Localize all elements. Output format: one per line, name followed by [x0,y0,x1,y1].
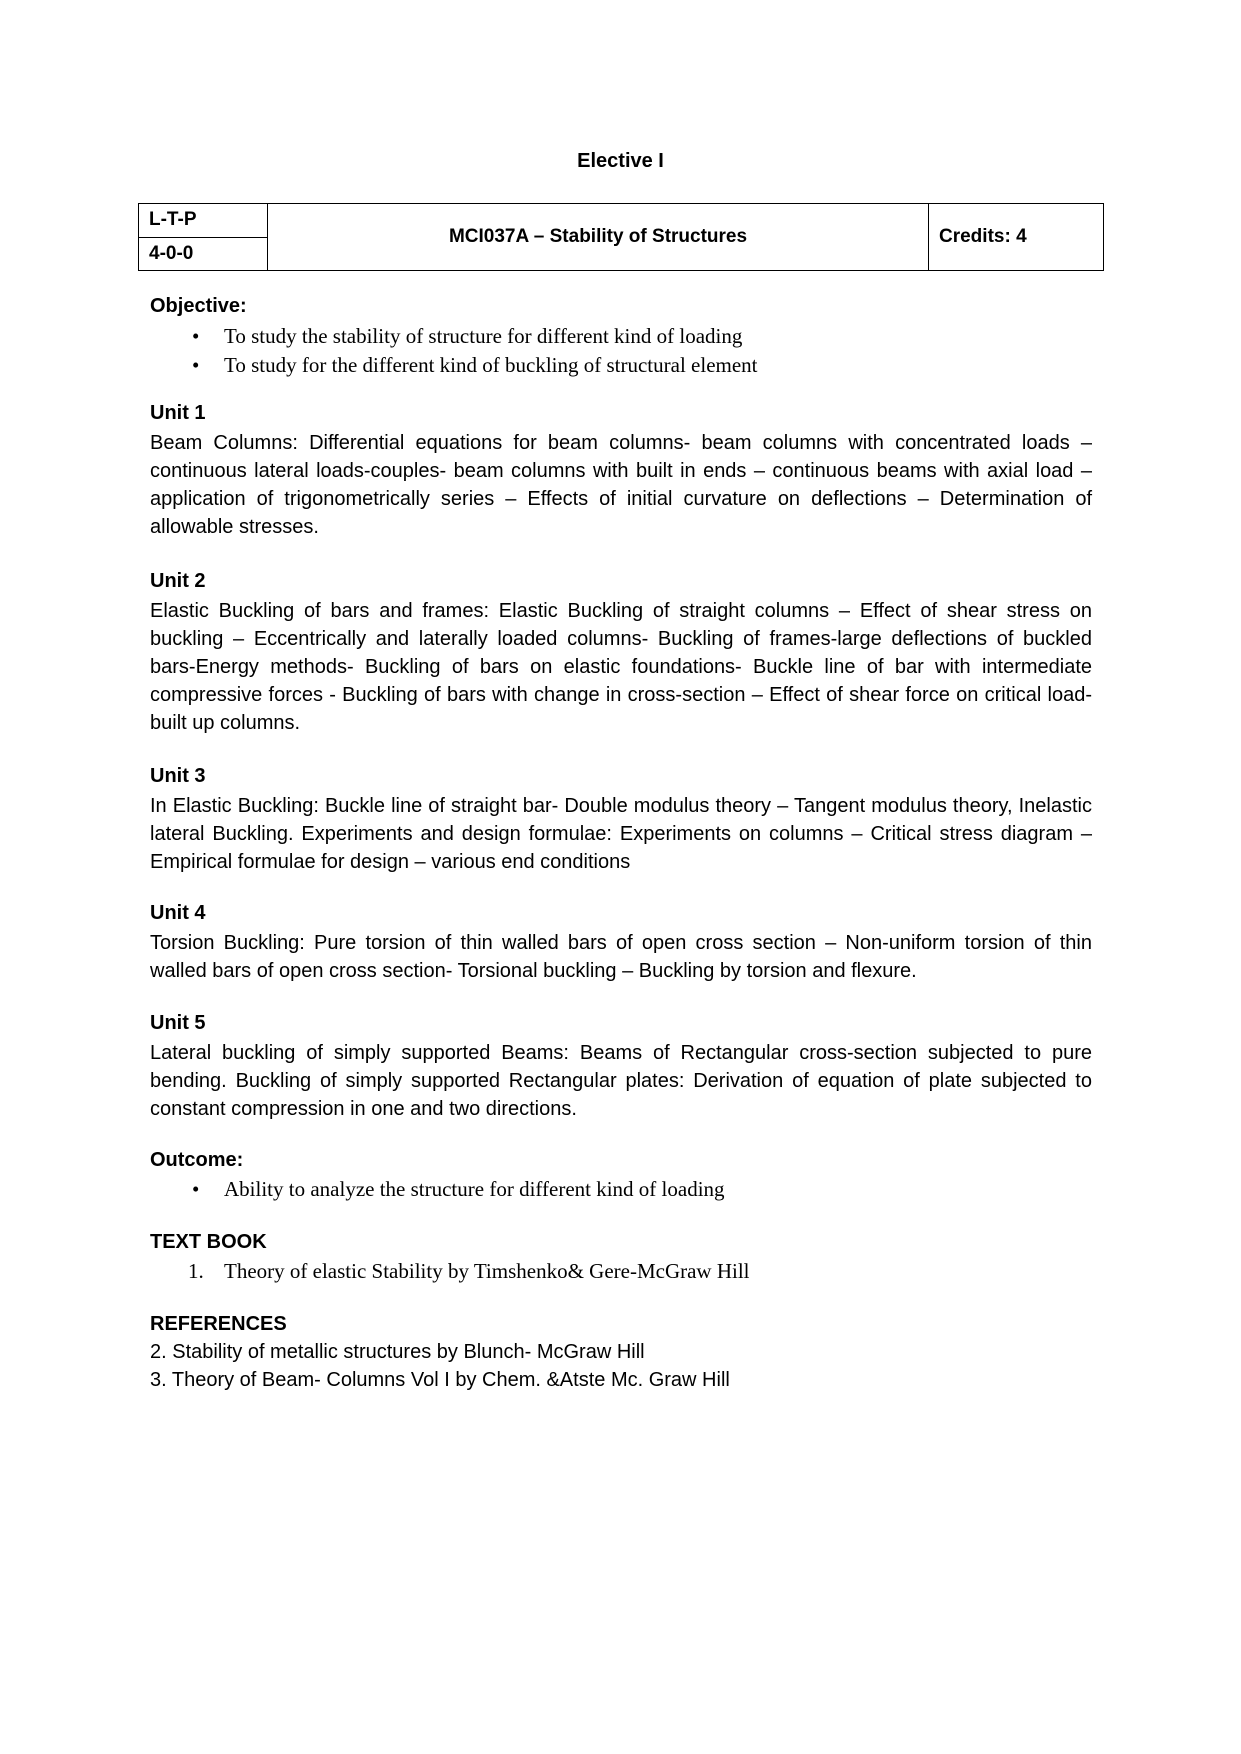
bullet-icon: • [192,353,200,377]
text-book-list [186,1257,750,1286]
unit-3-text: In Elastic Buckling: Buckle line of straight bar- Double modulus theory – Tangent modulus theory, Inelastic lateral Buckling. Experiments and design formulae: Experiments on columns – Critical stress diagram – Empirical formulae for design – various end conditions [150,795,1092,873]
unit-3-heading: Unit 3 [150,765,206,787]
objective-item [186,322,758,351]
outcome-list [186,1175,725,1204]
unit-1-text: Beam Columns: Differential equations for beam columns- beam columns with concentrated loads – continuous lateral loads-couples- beam columns with built in ends – continuous beams with axial load –application of trigonometrically series – Effects of initial curvature on deflections – Determination of allowable stresses. [150,432,1092,538]
objective-list [186,322,758,380]
objective-item-text: To study the stability of structure for different kind of loading [224,324,743,348]
unit-1-heading: Unit 1 [150,402,206,424]
objective-heading: Objective: [150,295,247,317]
unit-5-text: Lateral buckling of simply supported Beams: Beams of Rectangular cross-section subjected to pure bending. Buckling of simply supported Rectangular plates: Derivation of equation of plate subjected to constant compression in one and two directions. [150,1042,1092,1120]
course-title-cell: MCI037A – Stability of Structures [268,204,929,271]
page-heading: Elective I [577,150,664,172]
objective-item-text: To study for the different kind of buckling of structural element [224,353,758,377]
ltp-value-cell: 4-0-0 [139,237,268,271]
objective-item [186,351,758,380]
references-heading: REFERENCES [150,1313,287,1335]
reference-item: 3. Theory of Beam- Columns Vol I by Chem. &Atste Mc. Graw Hill [150,1369,730,1391]
text-book-heading: TEXT BOOK [150,1231,267,1253]
reference-item: 2. Stability of metallic structures by Blunch- McGraw Hill [150,1341,645,1363]
unit-4-text: Torsion Buckling: Pure torsion of thin walled bars of open cross section – Non-uniform torsion of thin walled bars of open cross section- Torsional buckling – Buckling by torsion and flexure. [150,932,1092,982]
unit-2-heading: Unit 2 [150,570,206,592]
text-book-item-text: Theory of elastic Stability by Timshenko& Gere-McGraw Hill [224,1259,750,1283]
unit-4-heading: Unit 4 [150,902,206,924]
bullet-icon: • [192,1177,200,1201]
outcome-item [186,1175,725,1204]
ltp-label-cell: L-T-P [139,204,268,238]
outcome-heading: Outcome: [150,1149,244,1171]
course-info-table [138,203,1104,271]
outcome-item-text: Ability to analyze the structure for different kind of loading [224,1177,725,1201]
credits-cell: Credits: 4 [929,204,1104,271]
unit-2-text: Elastic Buckling of bars and frames: Elastic Buckling of straight columns – Effect of shear stress on buckling – Eccentrically and laterally loaded columns- Buckling of frames-large deflections of buckled bars-Energy methods- Buckling of bars on elastic foundations- Buckle line of bar with intermediate compressive forces - Buckling of bars with change in cross-section – Effect of shear force on critical load- built up columns. [150,600,1092,734]
bullet-icon: • [192,324,200,348]
list-number: 1. [188,1259,204,1283]
text-book-item [186,1257,750,1286]
unit-5-heading: Unit 5 [150,1012,206,1034]
